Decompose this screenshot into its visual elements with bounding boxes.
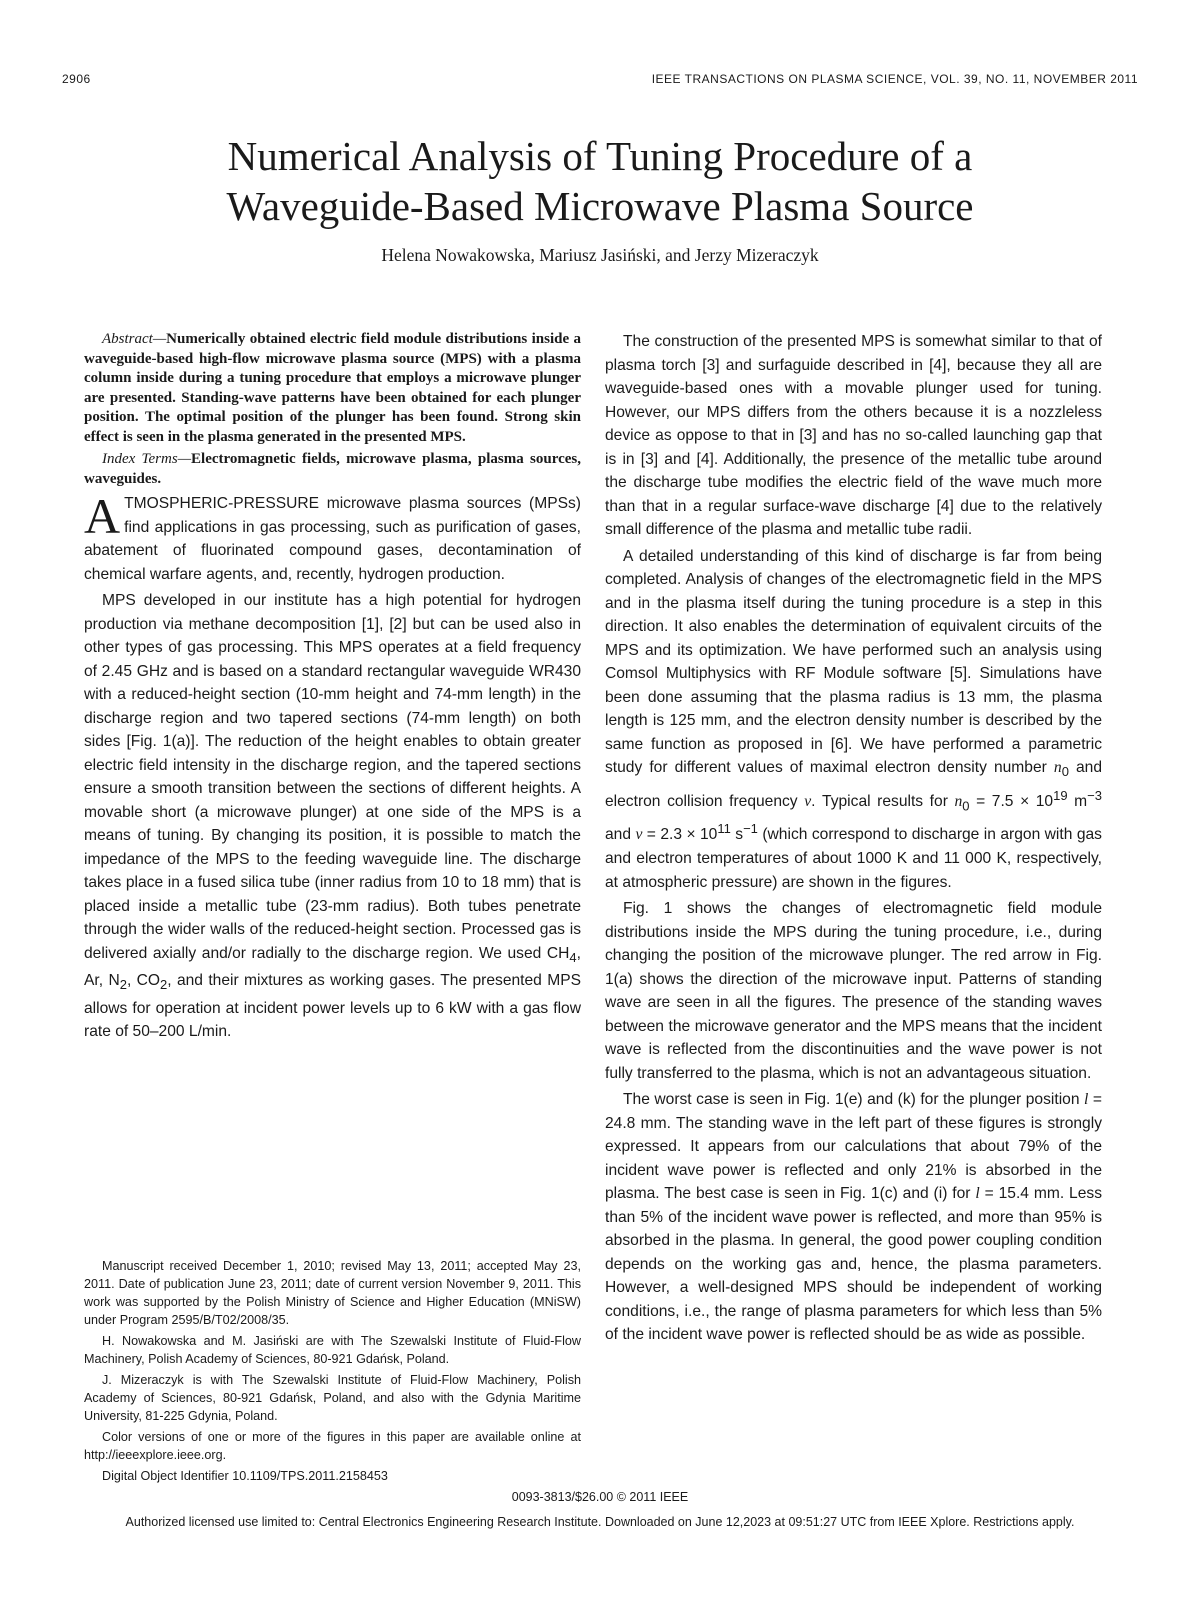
analysis-text-b: and electron collision frequency	[605, 759, 1102, 810]
gas-ch-sub: 4	[569, 949, 577, 965]
gas-n: N	[108, 972, 120, 990]
gas-co-sub: 2	[160, 977, 168, 993]
analysis-text-c: . Typical results for	[811, 792, 955, 810]
index-terms	[84, 450, 581, 489]
license-line: Authorized licensed use limited to: Central Electronics Engineering Research Institute. Downloaded on June 12,2023 at 09:51:27 UTC from IEEE Xplore. Restrictions apply.	[125, 1515, 1075, 1529]
analysis-text-d: and	[605, 826, 636, 844]
worst-case-text-c: = 15.4 mm. Less than 5% of the incident wave power is reflected, and more than 95% is absorbed in the plasma. In general, the good power coupling condition depends on the working gas and, hence, the plasma parameters. However, a well-designed MPS should be independent of working conditions, i.e., the range of plasma parameters for which less than 5% of the incident wave power is reflected should be as wide as possible.	[605, 1185, 1102, 1344]
gas-co: CO	[136, 972, 161, 990]
authors: Helena Nowakowska, Mariusz Jasiński, and Jerzy Mizeraczyk	[381, 245, 819, 265]
eq1-n-sub: 0	[962, 797, 970, 813]
eq1-unit-exponent: −3	[1087, 787, 1102, 803]
l-symbol-1: l	[1084, 1091, 1089, 1109]
footnote-affiliation-1: H. Nowakowska and M. Jasiński are with The Szewalski Institute of Fluid-Flow Machinery, Polish Academy of Sciences, 80-921 Gdańsk, Poland.	[84, 1334, 581, 1366]
intro-text: microwave plasma sources (MPSs) find applications in gas processing, such as purification of gases, abatement of fluorinated compound gases, decontamination of chemical warfare agents, and, recently, hydrogen production.	[84, 495, 581, 583]
intro-caps: TMOSPHERIC-PRESSURE	[124, 495, 320, 512]
title-line-1: Numerical Analysis of Tuning Procedure of a	[227, 133, 973, 179]
worst-case-text-a: The worst case is seen in Fig. 1(e) and (k) for the plunger position	[623, 1091, 1085, 1109]
construction-paragraph: The construction of the presented MPS is somewhat similar to that of plasma torch [3] and surfaguide described in [4], because they all are waveguide-based ones with a movable plunger used for tuning. However, our MPS differs from the others because it is a nozzleless device as oppose to that in [3] and has no so-called launching gap that is in [3] and [4]. Additionally, the presence of the metallic tube around the discharge tube modifies the electric field of the wave much more than that in a regular surface-wave discharge [4] due to the relatively small difference of the plasma and metallic tube radii.	[605, 333, 1102, 538]
eq2-nu: ν	[635, 826, 643, 844]
footnote-doi: Digital Object Identifier 10.1109/TPS.2011.2158453	[102, 1469, 388, 1483]
title-line-2: Waveguide-Based Microwave Plasma Source	[226, 183, 974, 229]
eq1-n: n	[954, 792, 963, 810]
nu-symbol: ν	[804, 792, 812, 810]
eq2-exponent: 11	[717, 821, 731, 837]
mps-paragraph	[84, 589, 581, 1044]
l-symbol-2: l	[975, 1185, 980, 1203]
n0-sub: 0	[1061, 764, 1069, 780]
gas-ch: CH	[546, 944, 570, 962]
drop-cap: A	[84, 488, 121, 544]
mps-paragraph-text: MPS developed in our institute has a high potential for hydrogen production via methane decomposition [1], [2] but can be used also in other types of gas processing. This MPS operates at a field frequency of 2.45 GHz and is based on a standard rectangular waveguide WR430 with a reduced-height section (10-mm height and 74-mm length) in the discharge region and two tapered sections (74-mm length) on both sides [Fig. 1(a)]. The reduction of the height enables to obtain greater electric field intensity in the discharge region, and the tapered sections ensure a smooth transition between the sections of different heights. A movable short (a microwave plunger) at one side of the MPS is a means of tuning. By changing its position, it is possible to match the impedance of the MPS to the feeding waveguide line. The discharge takes place in a fused silica tube (inner radius from 10 to 18 mm) that is placed inside a metallic tube (23-mm radius). Both tubes penetrate through the wider walls of the reduced-height section. Processed gas is delivered axially and/or radially to the discharge region. We used	[84, 592, 581, 962]
eq2-unit-exponent: −1	[743, 821, 758, 837]
abstract-text: Numerically obtained electric field module distributions inside a waveguide-based high-flow microwave plasma source (MPS) with a plasma column inside during a tuning procedure that employs a microwave plunger are presented. Standing-wave patterns have been obtained for each plunger position. The optimal position of the plunger has been found. Strong skin effect is seen in the plasma generated in the presented MPS.	[84, 331, 581, 445]
analysis-paragraph	[605, 545, 1102, 895]
worst-case-paragraph	[605, 1088, 1102, 1347]
footnote-affiliation-2: J. Mizeraczyk is with The Szewalski Institute of Fluid-Flow Machinery, Polish Academy of Sciences, 80-921 Gdańsk, Poland, and also with the Gdynia Maritime University, 81-225 Gdynia, Poland.	[84, 1373, 581, 1423]
left-column	[84, 330, 581, 1044]
eq1-exponent: 19	[1053, 787, 1068, 803]
index-terms-text: Electromagnetic fields, microwave plasma, plasma sources, waveguides.	[84, 451, 581, 487]
eq2-value: = 2.3 × 10	[642, 826, 718, 844]
footnote-manuscript: Manuscript received December 1, 2010; revised May 13, 2011; accepted May 23, 2011. Date of publication June 23, 2011; date of current version November 9, 2011. This work was supported by the Polish Ministry of Science and Higher Education (MNiSW) under Program 2595/B/T02/2008/35.	[84, 1259, 581, 1327]
index-terms-lead: Index Terms—	[102, 451, 192, 467]
eq1-value: = 7.5 × 10	[969, 792, 1054, 810]
gas-sep: ,	[126, 972, 137, 990]
intro-paragraph	[84, 488, 581, 586]
page-number: 2906	[62, 72, 91, 86]
eq1-unit: m	[1067, 792, 1088, 810]
paper-title	[100, 131, 1100, 231]
abstract	[84, 330, 581, 447]
gas-n-sub: 2	[119, 977, 127, 993]
fig1-paragraph: Fig. 1 shows the changes of electromagnetic field module distributions inside the MPS during the tuning procedure, i.e., during changing the position of the microwave plunger. The red arrow in Fig. 1(a) shows the direction of the microwave input. Patterns of standing wave are seen in all the figures. The presence of the standing waves between the microwave generator and the MPS means that the incident wave is reflected from the discontinuities and the wave power is not fully transferred to the plasma, which is not an advantageous situation.	[605, 900, 1102, 1082]
abstract-lead: Abstract—	[102, 331, 167, 347]
n0-symbol: n	[1053, 759, 1062, 776]
journal-name: IEEE TRANSACTIONS ON PLASMA SCIENCE, VOL. 39, NO. 11, NOVEMBER 2011	[651, 72, 1138, 86]
footnote-color: Color versions of one or more of the figures in this paper are available online at http://ieeexplore.ieee.org.	[84, 1430, 581, 1462]
analysis-text-e: (which correspond to discharge in argon with gas and electron temperatures of about 1000 K and 11 000 K, respectively, at atmospheric pressure) are shown in the figures.	[605, 826, 1102, 891]
right-column	[605, 330, 1102, 1347]
gas-ar: , Ar,	[84, 944, 581, 990]
mps-paragraph-end: , and their mixtures as working gases. The presented MPS allows for operation at incident power levels up to 6 kW with a gas flow rate of 50–200 L/min.	[84, 972, 581, 1041]
copyright-line: 0093-3813/$26.00 © 2011 IEEE	[511, 1490, 689, 1504]
analysis-text-a: A detailed understanding of this kind of discharge is far from being completed. Analysis of changes of the electromagnetic field in the MPS and in the plasma itself during the tuning procedure is a step in this direction. It also enables the determination of equivalent circuits of the MPS and its optimization. We have performed such an analysis using Comsol Multiphysics with RF Module software [5]. Simulations have been done assuming that the plasma radius is 13 mm, the plasma length is 125 mm, and the electron density number is described by the same function as proposed in [6]. We have performed a parametric study for different values of maximal electron density number	[605, 547, 1102, 776]
eq2-unit: s	[730, 826, 744, 844]
footnotes	[84, 1257, 581, 1485]
worst-case-text-b: = 24.8 mm. The standing wave in the left part of these figures is strongly expressed. It appears from our calculations that about 79% of the incident wave power is reflected and only 21% is absorbed in the plasma. The best case is seen in Fig. 1(c) and (i) for	[605, 1091, 1102, 1203]
